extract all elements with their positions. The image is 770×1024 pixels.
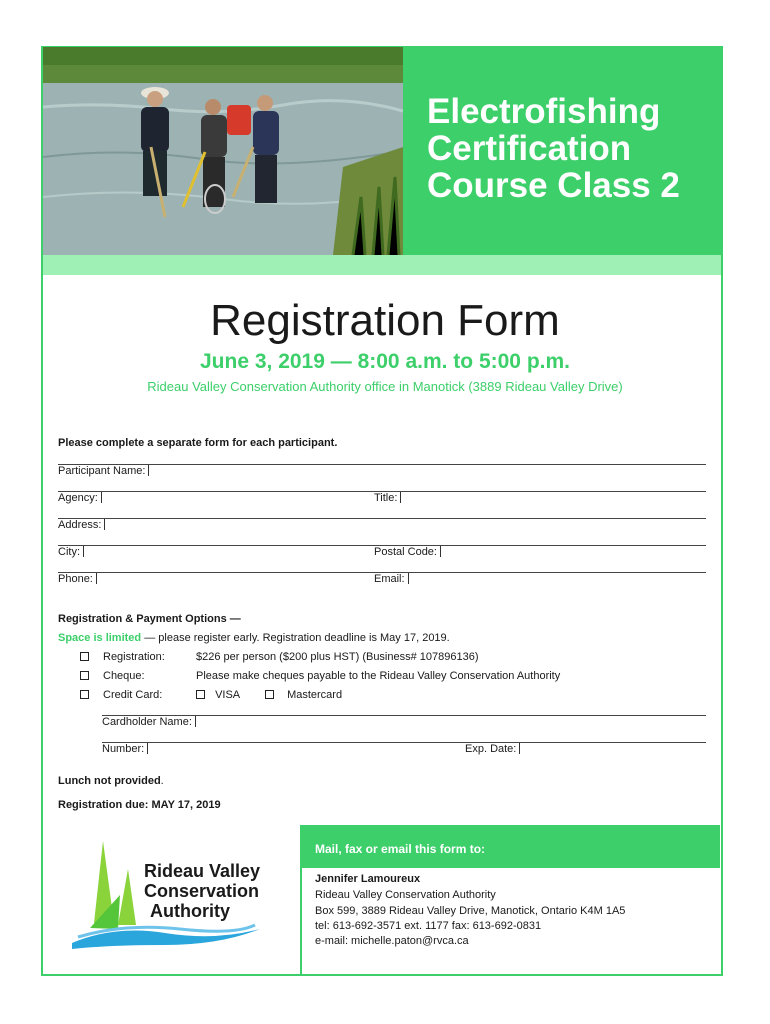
lunch-note-period: . xyxy=(160,775,164,787)
registration-option[interactable] xyxy=(80,651,165,663)
course-title-line-2: Certification xyxy=(427,129,632,168)
mail-heading-box xyxy=(300,825,720,868)
course-date: June 3, 2019 — 8:00 a.m. to 5:00 p.m. xyxy=(200,350,570,373)
course-venue: Rideau Valley Conservation Authority office in Manotick (3889 Rideau Valley Drive) xyxy=(147,379,623,394)
title-label: Title: xyxy=(374,492,398,504)
checkbox-icon[interactable] xyxy=(80,671,89,680)
checkbox-icon[interactable] xyxy=(80,690,89,699)
payment-heading: Registration & Payment Options — xyxy=(58,613,241,625)
registration-option-detail: $226 per person ($200 plus HST) (Business# 107896136) xyxy=(196,651,479,663)
contact-address: Box 599, 3889 Rideau Valley Drive, Manotick, Ontario K4M 1A5 xyxy=(315,905,626,917)
checkbox-icon[interactable] xyxy=(196,690,205,699)
contact-org: Rideau Valley Conservation Authority xyxy=(315,889,496,901)
postal-code-field[interactable] xyxy=(374,546,441,558)
rvca-logo xyxy=(70,833,280,953)
space-limited-text: Space is limited xyxy=(58,632,142,644)
visa-label: VISA xyxy=(215,689,241,701)
email-label: Email: xyxy=(374,573,405,585)
phone-label: Phone: xyxy=(58,573,93,585)
course-title xyxy=(427,93,680,204)
lunch-note xyxy=(58,775,164,787)
registration-option-label: Registration: xyxy=(103,651,165,663)
exp-date-label: Exp. Date: xyxy=(465,743,517,755)
address-label: Address: xyxy=(58,519,102,531)
contact-email[interactable]: e-mail: michelle.paton@rvca.ca xyxy=(315,935,469,947)
registration-due: Registration due: MAY 17, 2019 xyxy=(58,799,221,811)
participant-name-field[interactable] xyxy=(58,465,149,477)
field-rule xyxy=(102,742,706,743)
course-title-line-3: Course Class 2 xyxy=(427,166,680,205)
cheque-option-detail: Please make cheques payable to the Rideau Valley Conservation Authority xyxy=(196,670,561,682)
participant-name-label: Participant Name: xyxy=(58,465,146,477)
electrofishing-photo xyxy=(43,47,403,255)
course-title-line-1: Electrofishing xyxy=(427,92,661,131)
form-title: Registration Form xyxy=(210,296,560,345)
cheque-option[interactable] xyxy=(80,670,145,682)
checkbox-icon[interactable] xyxy=(80,652,89,661)
mastercard-option[interactable] xyxy=(265,689,342,701)
card-number-label: Number: xyxy=(102,743,145,755)
city-field[interactable] xyxy=(58,546,84,558)
mail-heading: Mail, fax or email this form to: xyxy=(315,842,486,856)
contact-phone: tel: 613-692-3571 ext. 1177 fax: 613-692-0831 xyxy=(315,920,542,932)
title-field[interactable] xyxy=(374,492,401,504)
contact-name: Jennifer Lamoureux xyxy=(315,873,421,885)
logo-line-2: Conservation xyxy=(144,881,260,901)
cardholder-name-field[interactable] xyxy=(102,716,196,728)
agency-field[interactable] xyxy=(58,492,102,504)
email-field[interactable] xyxy=(374,573,409,585)
visa-option[interactable] xyxy=(196,689,240,701)
card-number-field[interactable] xyxy=(102,743,148,755)
logo-line-3: Authority xyxy=(150,901,230,921)
address-field[interactable] xyxy=(58,519,105,531)
cheque-option-label: Cheque: xyxy=(103,670,145,682)
credit-card-option-label: Credit Card: xyxy=(103,689,163,701)
deadline-line xyxy=(58,632,450,644)
checkbox-icon[interactable] xyxy=(265,690,274,699)
cardholder-name-label: Cardholder Name: xyxy=(102,716,192,728)
postal-code-label: Postal Code: xyxy=(374,546,437,558)
city-label: City: xyxy=(58,546,80,558)
lunch-note-text: Lunch not provided xyxy=(58,775,161,787)
phone-field[interactable] xyxy=(58,573,97,585)
mastercard-label: Mastercard xyxy=(287,689,343,701)
field-rule xyxy=(58,518,706,519)
deadline-text: — please register early. Registration deadline is May 17, 2019. xyxy=(141,632,450,644)
logo-line-1: Rideau Valley xyxy=(144,861,261,881)
field-rule xyxy=(58,464,706,465)
accent-band xyxy=(43,255,721,275)
form-instruction: Please complete a separate form for each participant. xyxy=(58,437,338,449)
course-title-banner xyxy=(403,47,721,255)
agency-label: Agency: xyxy=(58,492,98,504)
exp-date-field[interactable] xyxy=(465,743,520,755)
credit-card-option[interactable] xyxy=(80,689,163,701)
